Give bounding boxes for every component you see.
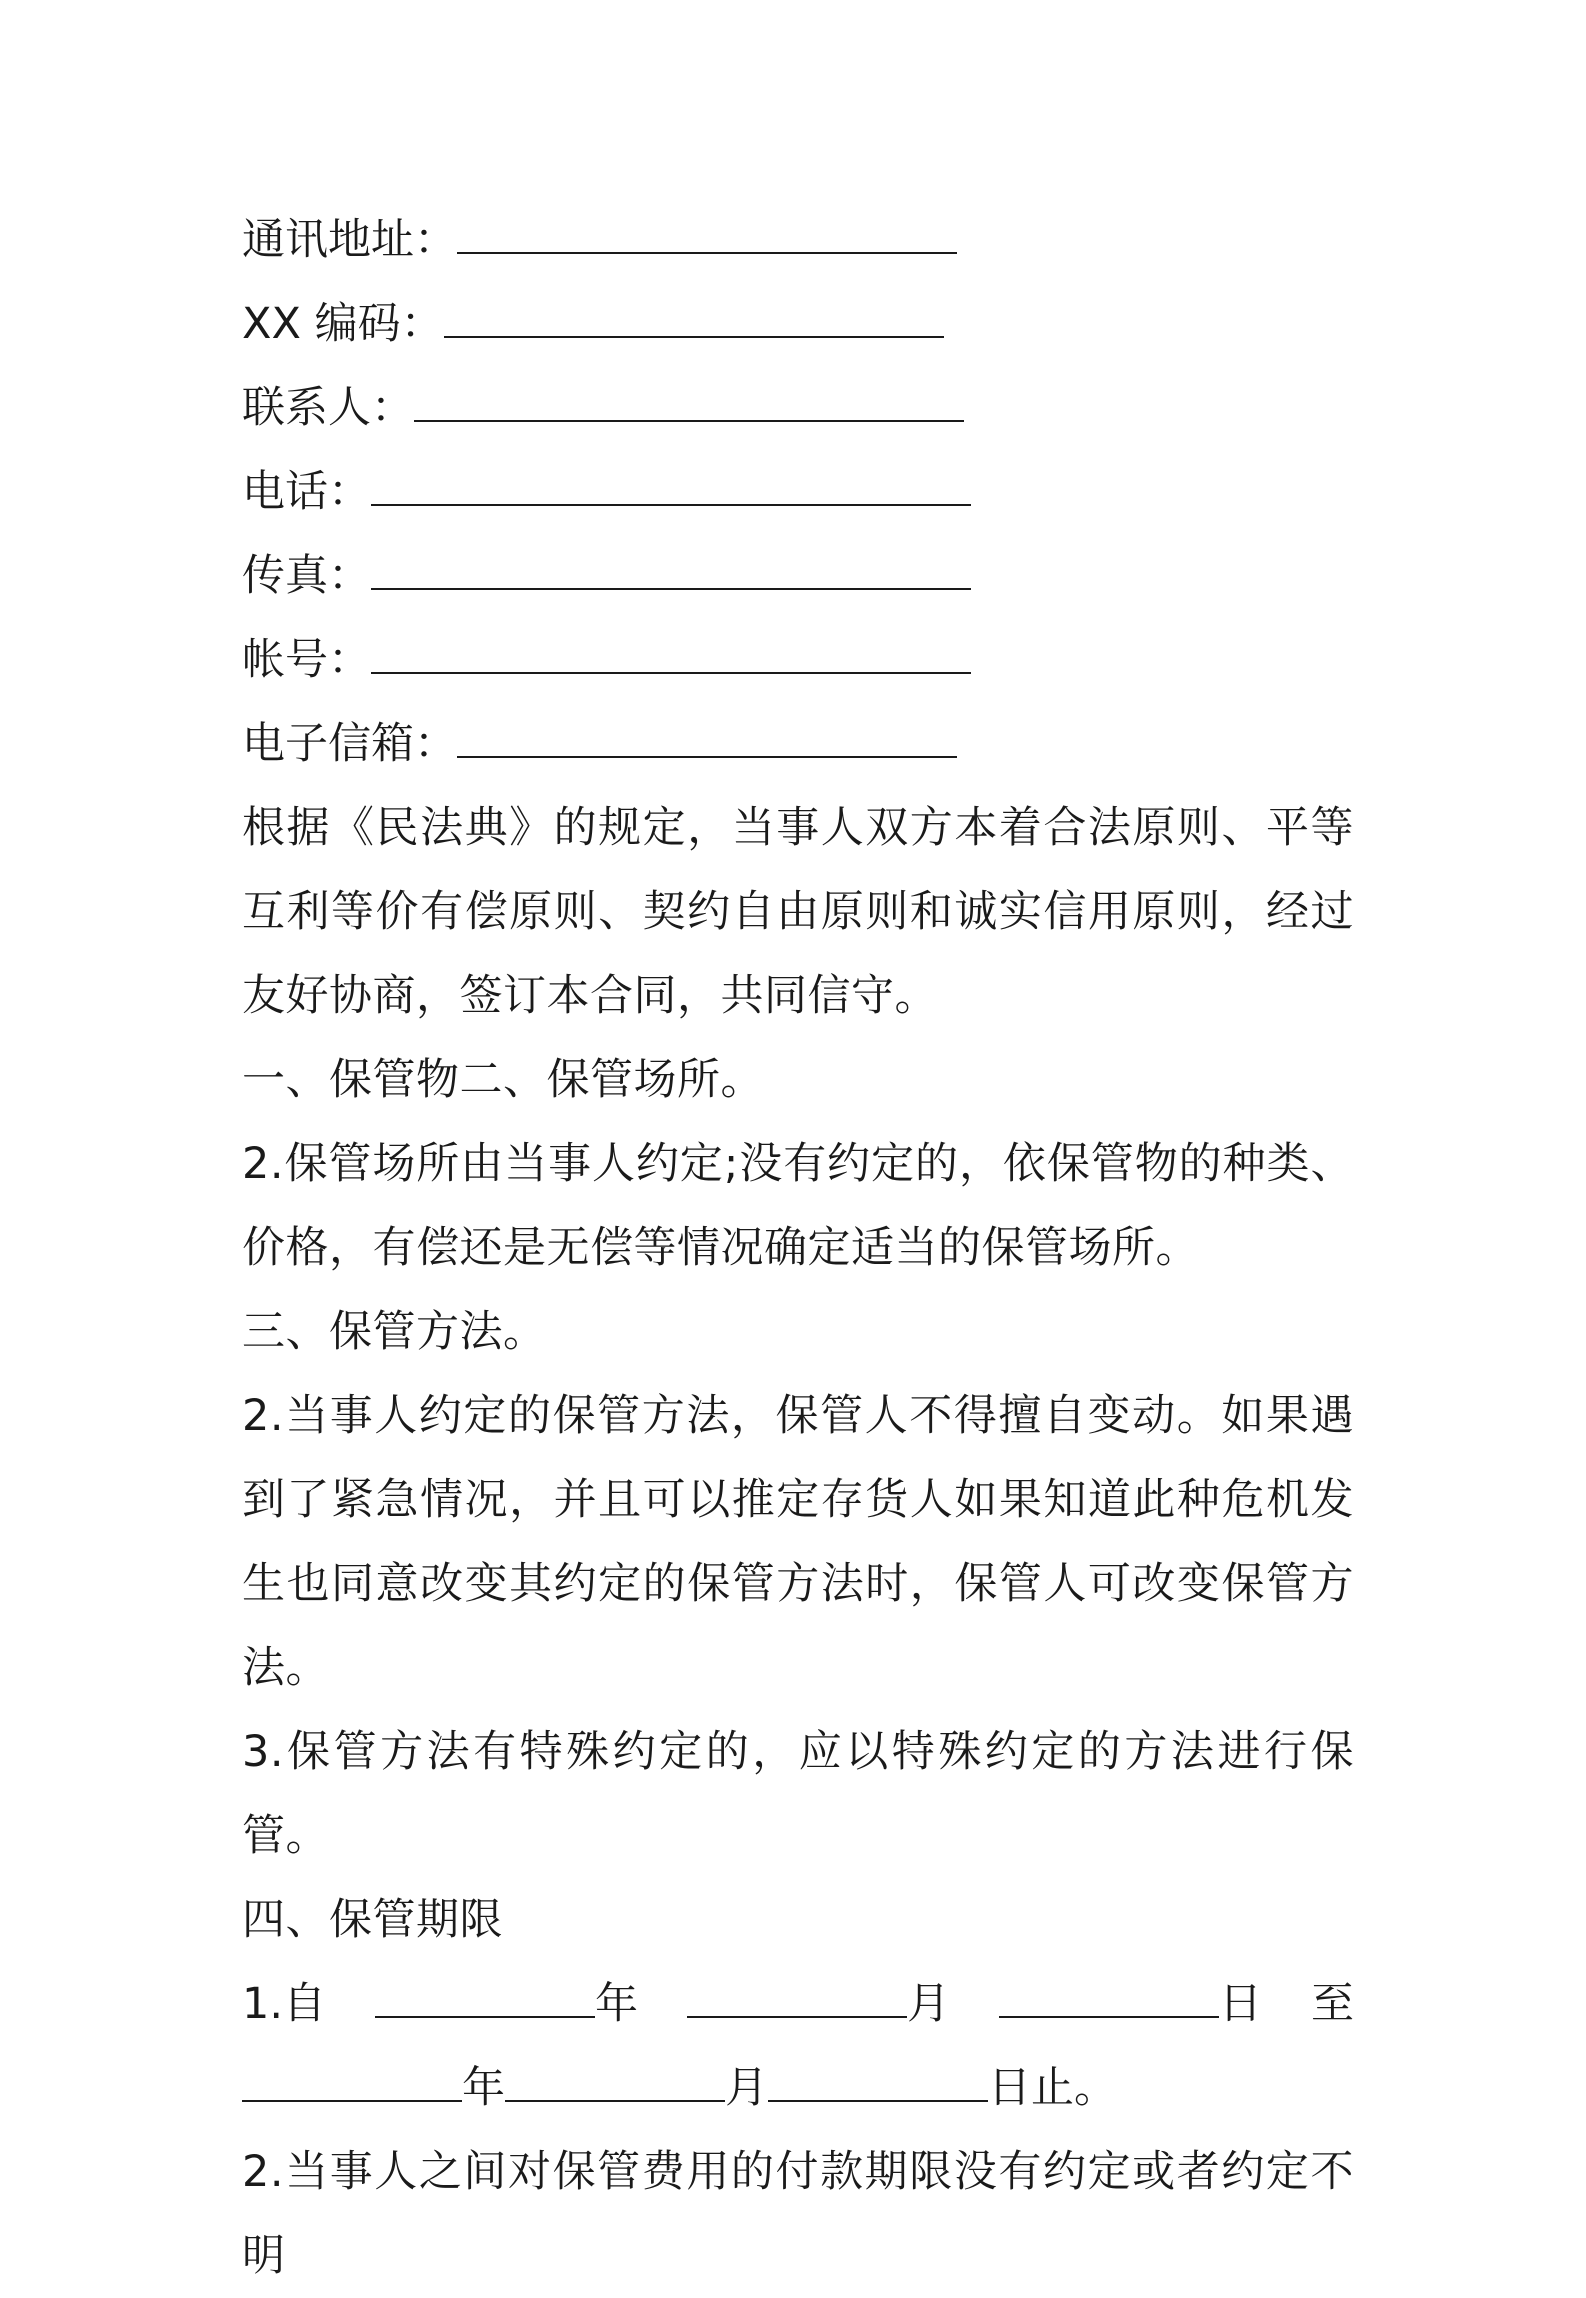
field-label: XX 编码： <box>242 299 444 349</box>
fill-blank[interactable] <box>371 642 971 674</box>
fill-blank[interactable] <box>457 222 957 254</box>
field-address <box>242 198 1354 282</box>
intro-paragraph: 根据《民法典》的规定，当事人双方本着合法原则、平等互利等价有偿原则、契约自由原则和诚实信用原则，经过友好协商，签订本合同，共同信守。 <box>242 803 1354 1021</box>
day-blank[interactable] <box>768 2070 988 2102</box>
clause-paragraph: 2.当事人之间对保管费用的付款期限没有约定或者约定不明 <box>242 2147 1354 2281</box>
field-fax <box>242 534 1354 618</box>
field-label: 帐号： <box>242 635 371 685</box>
fill-blank[interactable] <box>444 306 944 338</box>
month-label: 月 <box>907 1979 950 2029</box>
section-heading: 三、保管方法。 <box>242 1307 547 1357</box>
field-label: 电话： <box>242 467 371 517</box>
month-blank[interactable] <box>505 2070 725 2102</box>
date-range-line-2 <box>242 2046 1354 2130</box>
section-heading: 四、保管期限 <box>242 1895 503 1945</box>
field-label: 传真： <box>242 551 371 601</box>
day-blank[interactable] <box>999 1986 1219 2018</box>
fill-blank[interactable] <box>457 726 957 758</box>
date-range-line-1 <box>242 1962 1354 2046</box>
clause-paragraph: 2.当事人约定的保管方法，保管人不得擅自变动。如果遇到了紧急情况，并且可以推定存货人如果知道此种危机发生也同意改变其约定的保管方法时，保管人可改变保管方法。 <box>242 1391 1354 1693</box>
fill-blank[interactable] <box>371 474 971 506</box>
field-label: 通讯地址： <box>242 215 457 265</box>
clause-paragraph: 3.保管方法有特殊约定的，应以特殊约定的方法进行保管。 <box>242 1727 1354 1861</box>
end-label: 日止。 <box>988 2063 1117 2113</box>
field-account <box>242 618 1354 702</box>
month-blank[interactable] <box>687 1986 907 2018</box>
year-label: 年 <box>462 2063 505 2113</box>
fill-blank[interactable] <box>414 390 964 422</box>
year-blank[interactable] <box>242 2070 462 2102</box>
field-label: 电子信箱： <box>242 719 457 769</box>
day-label: 日 <box>1218 1979 1262 2029</box>
to-label: 至 <box>1310 1979 1354 2029</box>
year-blank[interactable] <box>375 1986 595 2018</box>
document-page <box>242 198 1354 2298</box>
field-postcode <box>242 282 1354 366</box>
field-email <box>242 702 1354 786</box>
fill-blank[interactable] <box>371 558 971 590</box>
field-phone <box>242 450 1354 534</box>
clause-prefix: 1.自 <box>242 1979 327 2029</box>
month-label: 月 <box>725 2063 768 2113</box>
field-contact <box>242 366 1354 450</box>
clause-paragraph: 2.保管场所由当事人约定;没有约定的，依保管物的种类、价格，有偿还是无偿等情况确定适当的保管场所。 <box>242 1139 1354 1273</box>
year-label: 年 <box>595 1979 639 2029</box>
section-heading: 一、保管物二、保管场所。 <box>242 1055 764 1105</box>
field-label: 联系人： <box>242 383 414 433</box>
